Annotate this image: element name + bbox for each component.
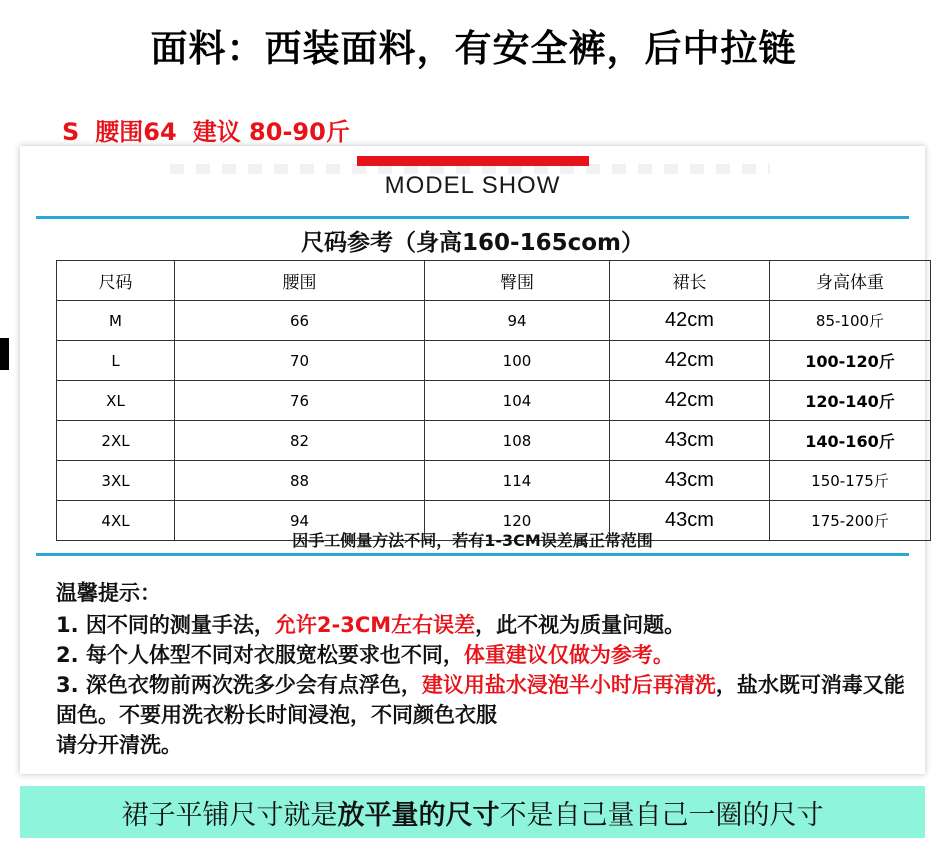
cell-size: M — [57, 301, 175, 341]
tips-line-3-a: 3. 深色衣物前两次洗多少会有点浮色， — [56, 673, 422, 697]
cell-length: 43cm — [610, 501, 770, 541]
table-row — [57, 461, 931, 501]
size-reference-title: 尺码参考（身高160-165com） — [301, 230, 644, 256]
tips-line-3-highlight: 建议用盐水浸泡半小时后再清洗 — [421, 673, 716, 697]
tips-line-1-b: ，此不视为质量问题。 — [475, 613, 686, 637]
tips-line-2-a: 2. 每个人体型不同对衣服宽松要求也不同， — [56, 643, 464, 667]
header-weight: 身高体重 — [770, 261, 931, 301]
header-length: 裙长 — [610, 261, 770, 301]
tips-line-1 — [56, 610, 906, 640]
tips-line-1-highlight: 允许2-3CM左右误差 — [274, 613, 476, 637]
cell-weight: 175-200斤 — [770, 501, 931, 541]
cell-size: L — [57, 341, 175, 381]
tips-line-1-a: 1. 因不同的测量手法， — [56, 613, 275, 637]
table-row — [57, 341, 931, 381]
cell-size: XL — [57, 381, 175, 421]
table-row — [57, 381, 931, 421]
cell-weight: 100-120斤 — [770, 341, 931, 381]
measurement-tolerance-note: 因手工侧量方法不同，若有1-3CM误差属正常范围 — [292, 531, 653, 550]
cell-hip: 108 — [425, 421, 610, 461]
size-chart-card — [20, 146, 925, 774]
bottom-banner — [20, 786, 925, 838]
cell-length: 43cm — [610, 421, 770, 461]
header-size: 尺码 — [57, 261, 175, 301]
cell-waist: 88 — [175, 461, 425, 501]
size-note-size: S — [62, 118, 80, 146]
cell-weight: 150-175斤 — [770, 461, 931, 501]
tips-line-2 — [56, 640, 906, 670]
model-show-title: MODEL SHOW — [384, 172, 561, 199]
size-table — [56, 260, 931, 541]
banner-text-a: 裙子平铺尺寸就是 — [121, 799, 338, 831]
cell-hip: 114 — [425, 461, 610, 501]
cell-hip: 94 — [425, 301, 610, 341]
tips-line-2-highlight: 体重建议仅做为参考。 — [463, 643, 674, 667]
cell-hip: 100 — [425, 341, 610, 381]
cell-waist: 82 — [175, 421, 425, 461]
cell-length: 42cm — [610, 381, 770, 421]
page-headline: 面料：西装面料，有安全裤，后中拉链 — [150, 27, 797, 70]
cell-hip: 120 — [425, 501, 610, 541]
header-waist: 腰围 — [175, 261, 425, 301]
red-accent-bar — [357, 156, 589, 166]
table-row — [57, 301, 931, 341]
cell-waist: 94 — [175, 501, 425, 541]
divider-top — [36, 216, 909, 219]
cell-waist: 76 — [175, 381, 425, 421]
cell-weight: 120-140斤 — [770, 381, 931, 421]
cell-weight: 85-100斤 — [770, 301, 931, 341]
banner-text-c: 不是自己量自己一圈的尺寸 — [499, 799, 824, 831]
cell-length: 42cm — [610, 341, 770, 381]
cell-weight: 140-160斤 — [770, 421, 931, 461]
size-note — [62, 112, 350, 147]
size-note-suggest: 建议 80-90斤 — [192, 118, 350, 146]
cell-size: 4XL — [57, 501, 175, 541]
banner-text-b: 放平量的尺寸 — [337, 799, 500, 831]
care-tips — [56, 578, 906, 760]
table-row — [57, 421, 931, 461]
cell-length: 43cm — [610, 461, 770, 501]
cell-size: 3XL — [57, 461, 175, 501]
size-note-waist: 腰围64 — [95, 118, 177, 146]
cell-waist: 70 — [175, 341, 425, 381]
tips-line-3-b: ，盐水既可消毒又能固色。不要用洗衣粉长时间浸泡，不同颜色衣服 — [56, 673, 905, 727]
banner-text — [122, 793, 824, 832]
cell-size: 2XL — [57, 421, 175, 461]
tips-line-3 — [56, 670, 906, 730]
header-hip: 臀围 — [425, 261, 610, 301]
cell-waist: 66 — [175, 301, 425, 341]
divider-middle — [36, 553, 909, 556]
cell-hip: 104 — [425, 381, 610, 421]
tips-line-4: 请分开清洗。 — [56, 733, 182, 757]
table-header-row — [57, 261, 931, 301]
cell-length: 42cm — [610, 301, 770, 341]
tips-title: 温馨提示： — [56, 581, 161, 605]
left-edge-marker — [0, 338, 9, 370]
